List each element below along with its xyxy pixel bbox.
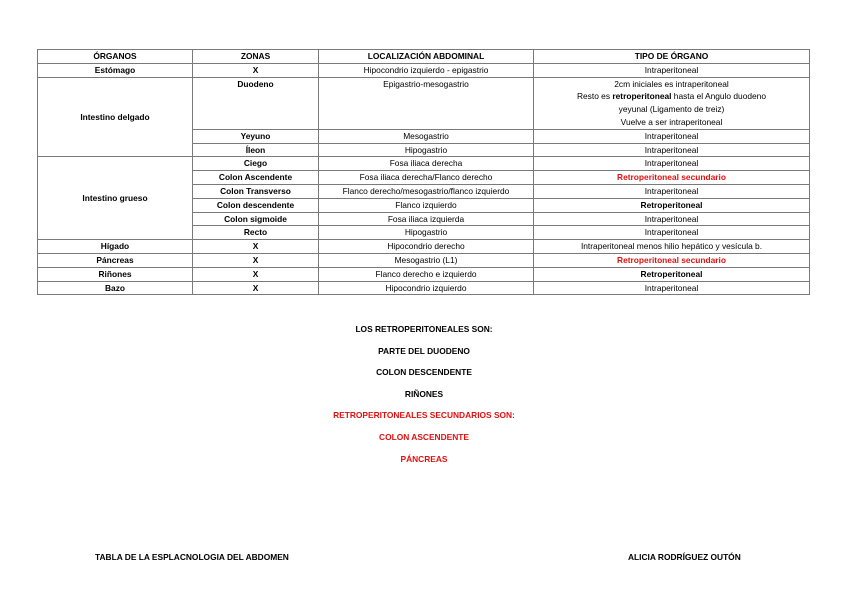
location-cell: Mesogastrio: [319, 129, 534, 143]
retroperitoneal-item: PARTE DEL DUODENO: [378, 346, 470, 356]
duodeno-type-bold: retroperitoneal: [612, 91, 672, 102]
header-organos: ÓRGANOS: [38, 50, 193, 64]
zone-cell: X: [193, 253, 319, 267]
organ-cell: Riñones: [38, 267, 193, 281]
table-header-row: [38, 50, 810, 64]
zone-cell: X: [193, 240, 319, 254]
type-cell: Intraperitoneal: [534, 212, 810, 226]
zone-cell: X: [193, 267, 319, 281]
zone-cell: Duodeno: [193, 77, 319, 129]
duodeno-type-line: 2cm iniciales es intraperitoneal: [614, 78, 729, 89]
type-cell: Intraperitoneal: [534, 184, 810, 198]
location-cell: Hipocondrio derecho: [319, 240, 534, 254]
type-cell: [534, 77, 810, 129]
organ-cell: Hígado: [38, 240, 193, 254]
retroperitoneal-item: RIÑONES: [404, 389, 444, 399]
organ-cell: Intestino delgado: [38, 77, 193, 157]
type-cell: Retroperitoneal: [534, 198, 810, 212]
organ-cell: Bazo: [38, 281, 193, 295]
zone-cell: Colon descendente: [193, 198, 319, 212]
location-cell: Fosa iliaca derecha: [319, 157, 534, 171]
duodeno-type-text: hasta el Angulo duodeno: [671, 91, 767, 102]
location-cell: Flanco derecho/mesogastrio/flanco izquierdo: [319, 184, 534, 198]
location-cell: Mesogastrio (L1): [319, 253, 534, 267]
type-cell: Intraperitoneal: [534, 129, 810, 143]
table-row: [38, 77, 810, 129]
zone-cell: Colon Ascendente: [193, 171, 319, 185]
type-cell: Retroperitoneal secundario: [534, 171, 810, 185]
retroperitoneal-item: COLON DESCENDENTE: [376, 367, 472, 377]
location-cell: Hipogastrio: [319, 226, 534, 240]
splanchnology-table: [37, 49, 810, 295]
zone-cell: Yeyuno: [193, 129, 319, 143]
header-tipo: TIPO DE ÓRGANO: [534, 50, 810, 64]
location-cell: Hipocondrio izquierdo - epigastrio: [319, 63, 534, 77]
zone-cell: Colon Transverso: [193, 184, 319, 198]
type-cell: Intraperitoneal: [534, 281, 810, 295]
location-cell: Fosa iliaca izquierda: [319, 212, 534, 226]
secondary-retroperitoneal-item: COLON ASCENDENTE: [379, 432, 469, 442]
location-cell: Flanco derecho e izquierdo: [319, 267, 534, 281]
zone-cell: Recto: [193, 226, 319, 240]
location-cell: Fosa iliaca derecha/Flanco derecho: [319, 171, 534, 185]
duodeno-type-line: [536, 90, 807, 103]
type-cell: Intraperitoneal menos hilio hepático y vesícula b.: [534, 240, 810, 254]
zone-cell: X: [193, 281, 319, 295]
zone-cell: X: [193, 63, 319, 77]
secondary-retroperitoneal-title: RETROPERITONEALES SECUNDARIOS SON:: [333, 410, 515, 420]
table-row: [38, 281, 810, 295]
type-cell: Intraperitoneal: [534, 143, 810, 157]
location-cell: Epigastrio-mesogastrio: [319, 77, 534, 129]
location-cell: Hipogastrio: [319, 143, 534, 157]
duodeno-type-text: Resto es: [576, 91, 613, 102]
zone-cell: Colon sigmoide: [193, 212, 319, 226]
table-row: [38, 240, 810, 254]
header-zonas: ZONAS: [193, 50, 319, 64]
duodeno-type-line: Vuelve a ser intraperitoneal: [620, 116, 723, 127]
type-cell: Retroperitoneal secundario: [534, 253, 810, 267]
secondary-retroperitoneal-item: PÁNCREAS: [400, 454, 448, 464]
table-row: [38, 157, 810, 171]
table-row: [38, 253, 810, 267]
table-row: [38, 63, 810, 77]
type-cell: Intraperitoneal: [534, 63, 810, 77]
organ-cell: Estómago: [38, 63, 193, 77]
zone-cell: Ciego: [193, 157, 319, 171]
zone-cell: Íleon: [193, 143, 319, 157]
table-row: [38, 267, 810, 281]
organ-cell: Páncreas: [38, 253, 193, 267]
type-cell: Intraperitoneal: [534, 226, 810, 240]
organ-cell: Intestino grueso: [38, 157, 193, 240]
header-localizacion: LOCALIZACIÓN ABDOMINAL: [319, 50, 534, 64]
footer-title: TABLA DE LA ESPLACNOLOGIA DEL ABDOMEN: [95, 552, 289, 562]
retroperitoneal-title: LOS RETROPERITONEALES SON:: [355, 324, 493, 334]
duodeno-type-line: yeyunal (Ligamento de treiz): [618, 104, 725, 115]
location-cell: Flanco izquierdo: [319, 198, 534, 212]
type-cell: Intraperitoneal: [534, 157, 810, 171]
location-cell: Hipocondrio izquierdo: [319, 281, 534, 295]
footer-author: ALICIA RODRÍGUEZ OUTÓN: [628, 552, 741, 562]
type-cell: Retroperitoneal: [534, 267, 810, 281]
